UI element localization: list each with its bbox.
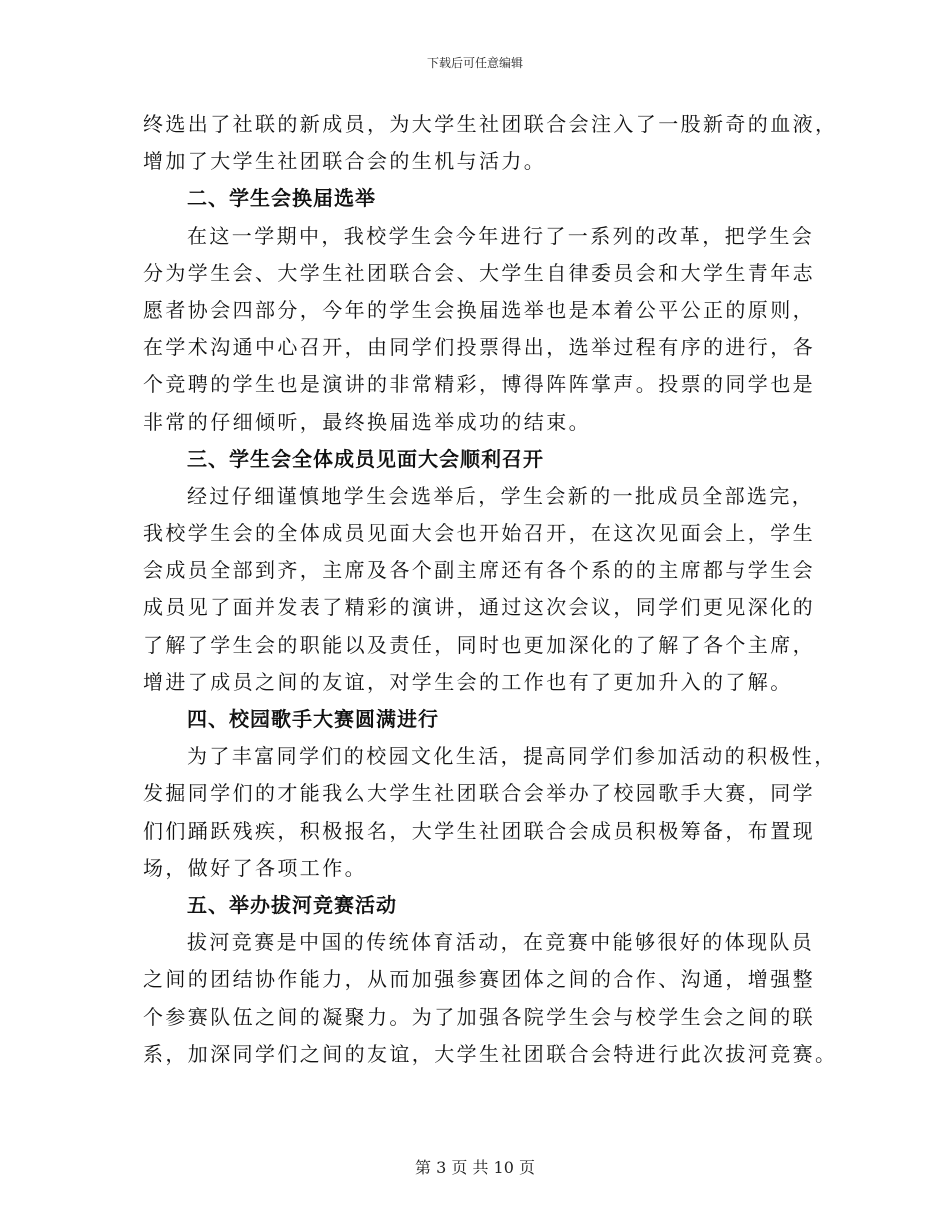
section-heading: 三、学生会全体成员见面大会顺利召开 [187,446,544,471]
section-heading: 二、学生会换届选举 [187,186,376,211]
paragraph-line: 在这一学期中，我校学生会今年进行了一系列的改革，把学生会 [187,223,815,248]
paragraph-line: 非常的仔细倾听，最终换届选举成功的结束。 [143,409,591,434]
paragraph-line: 之间的团结协作能力，从而加强参赛团体之间的合作、沟通，增强整 [143,967,815,992]
paragraph-line: 愿者协会四部分，今年的学生会换届选举也是本着公平公正的原则， [143,297,815,322]
paragraph-line: 成员见了面并发表了精彩的演讲，通过这次会议，同学们更见深化的 [143,595,815,620]
paragraph-line: 会成员全部到齐，主席及各个副主席还有各个系的的主席都与学生会 [143,558,815,583]
paragraph-line: 在学术沟通中心召开，由同学们投票得出，选举过程有序的进行，各 [143,335,815,360]
paragraph-line: 了解了学生会的职能以及责任，同时也更加深化的了解了各个主席， [143,632,815,657]
paragraph-line: 系，加深同学们之间的友谊，大学生社团联合会特进行此次拔河竞赛。 [143,1041,838,1066]
page-number-footer: 第 3 页 共 10 页 [415,1158,535,1177]
paragraph-line: 分为学生会、大学生社团联合会、大学生自律委员会和大学生青年志 [143,260,815,285]
section-heading: 四、校园歌手大赛圆满进行 [187,707,439,731]
paragraph-line: 增进了成员之间的友谊，对学生会的工作也有了更加升入的了解。 [143,669,793,694]
paragraph-line: 为了丰富同学们的校园文化生活，提高同学们参加活动的积极性， [187,744,837,769]
paragraph-line: 经过仔细谨慎地学生会选举后，学生会新的一批成员全部选完， [187,483,815,508]
paragraph-line: 拔河竞赛是中国的传统体育活动，在竞赛中能够很好的体现队员 [187,930,815,955]
document-body [143,106,838,1073]
paragraph-line: 我校学生会的全体成员见面大会也开始召开，在这次见面会上，学生 [143,521,815,546]
page-header-note: 下载后可任意编辑 [426,56,523,70]
paragraph-line: 发掘同学们的才能我么大学生社团联合会举办了校园歌手大赛，同学 [143,781,815,806]
paragraph-line: 场，做好了各项工作。 [143,855,367,880]
section-heading: 五、举办拔河竞赛活动 [187,892,397,917]
paragraph-line: 们们踊跃残疾，积极报名，大学生社团联合会成员积极筹备，布置现 [143,818,815,843]
paragraph-line: 终选出了社联的新成员，为大学生社团联合会注入了一股新奇的血液， [143,112,838,136]
paragraph-line: 个参赛队伍之间的凝聚力。为了加强各院学生会与校学生会之间的联 [143,1004,815,1029]
paragraph-line: 个竞聘的学生也是演讲的非常精彩，博得阵阵掌声。投票的同学也是 [143,372,815,397]
paragraph-line: 增加了大学生社团联合会的生机与活力。 [143,149,547,174]
